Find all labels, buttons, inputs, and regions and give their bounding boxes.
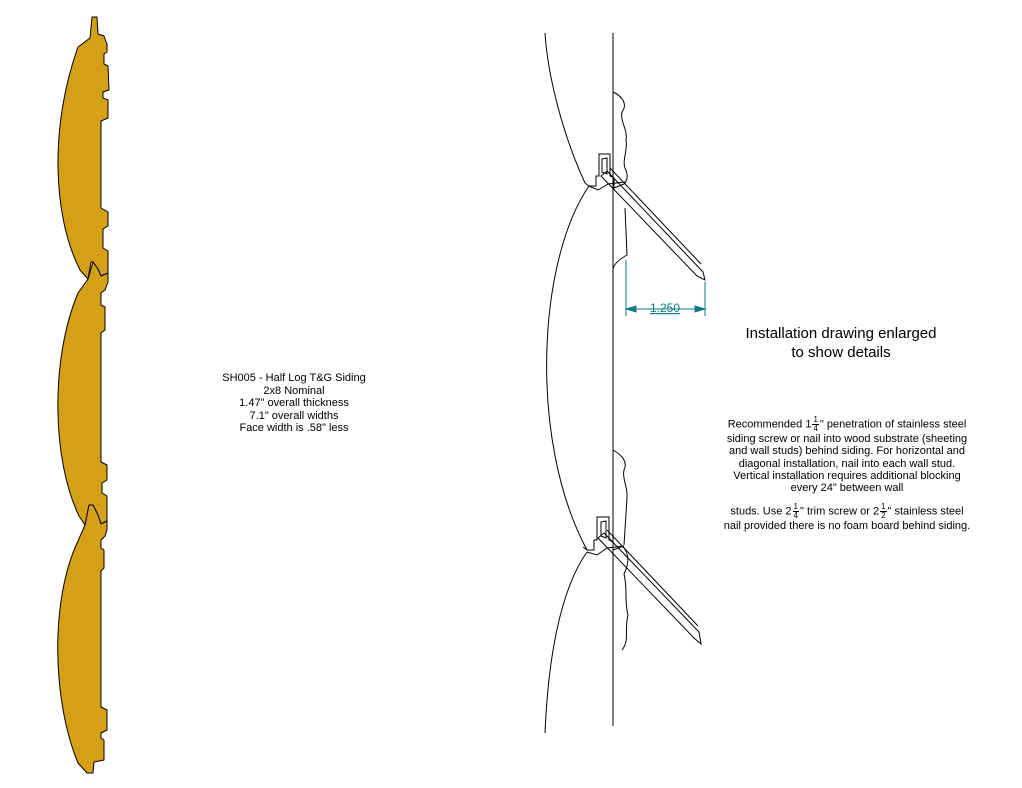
caption-line-2: to show details bbox=[791, 344, 891, 361]
spec-title: SH005 - Half Log T&G Siding bbox=[222, 372, 366, 384]
fraction: $\frac{1}{4}$ bbox=[793, 502, 798, 521]
installation-notes bbox=[722, 416, 972, 533]
notes-paragraph-2 bbox=[722, 503, 972, 532]
dimension-label: 1.250 bbox=[649, 301, 681, 315]
upper-board-face bbox=[545, 33, 585, 183]
notes-paragraph-1 bbox=[722, 416, 972, 494]
drawing-caption bbox=[716, 324, 966, 362]
notes-text: " penetration of stainless steel siding screw or nail into wood substrate (sheeting and wall studs) behind siding. For horizontal and diagonal installation, nail into each wall stud. Vertical installation requires additional blocking every 24" between wall bbox=[726, 418, 968, 495]
notes-text: Recommended 1 bbox=[727, 418, 812, 431]
lower-board-face bbox=[545, 552, 587, 733]
caption-line-1: Installation drawing enlarged bbox=[745, 325, 937, 342]
spec-thickness: 1.47" overall thickness bbox=[239, 397, 349, 410]
notes-text: studs. Use 2 bbox=[730, 505, 792, 518]
spec-width: 7.1" overall widths bbox=[249, 409, 339, 422]
notes-text: " trim screw or 2 bbox=[799, 505, 880, 518]
product-specs bbox=[180, 372, 408, 435]
siding-profile-stack bbox=[58, 17, 109, 773]
siding-profile-middle bbox=[58, 262, 108, 525]
spec-face-width: Face width is .58" less bbox=[239, 422, 349, 435]
middle-board-face bbox=[547, 186, 589, 550]
upper-board-back bbox=[613, 92, 627, 184]
siding-profile-top bbox=[58, 17, 109, 279]
siding-profile-bottom bbox=[58, 505, 107, 773]
notes-text: " stainless steel nail provided there is no foam board behind siding. bbox=[723, 505, 971, 533]
fraction: $\frac{1}{2}$ bbox=[881, 502, 886, 521]
fraction: $\frac{1}{4}$ bbox=[813, 415, 818, 433]
installation-detail bbox=[545, 33, 705, 733]
middle-board-back bbox=[613, 208, 627, 545]
spec-nominal: 2x8 Nominal bbox=[263, 384, 325, 397]
